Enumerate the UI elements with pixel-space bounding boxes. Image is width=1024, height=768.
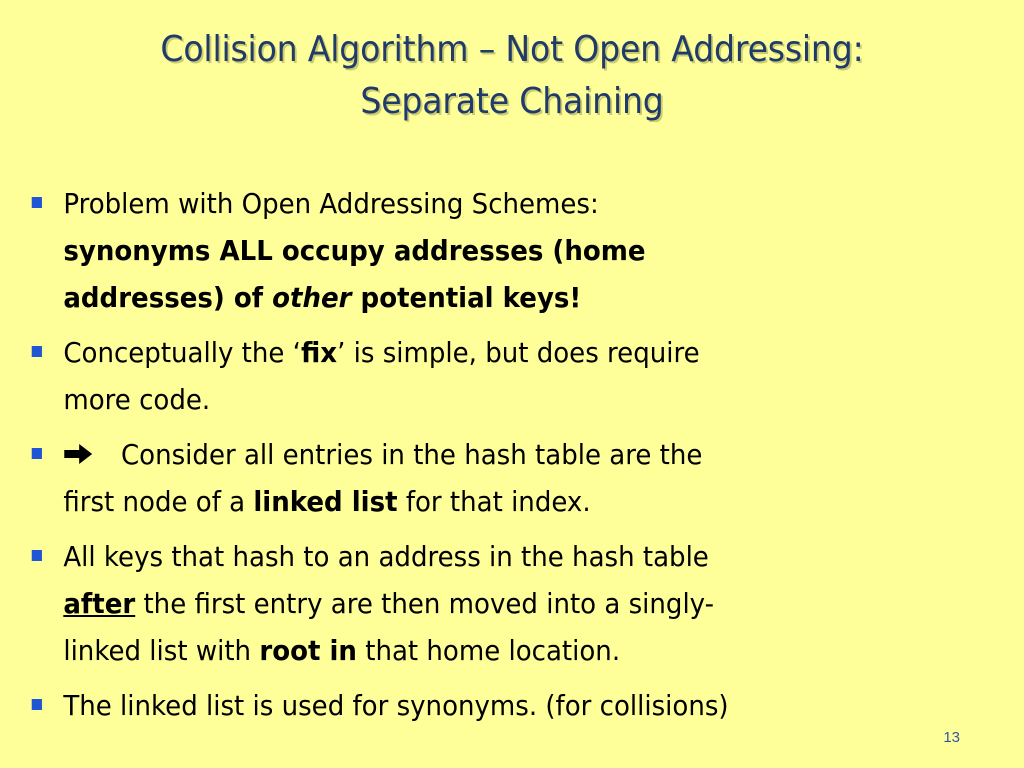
- bullet-text-consider: Consider all entries in the hash table are the: [121, 438, 703, 471]
- bullet-text-more-code: more code.: [63, 383, 211, 416]
- square-bullet-icon: [32, 448, 42, 459]
- bullet-text-home-addresses: addresses) of: [63, 281, 273, 314]
- bullet-text-simple: ’ is simple, but does require: [337, 336, 700, 369]
- right-arrow-icon: [63, 442, 93, 466]
- title-line-1: Collision Algorithm – Not Open Addressing:: [160, 29, 864, 70]
- bullet-text-home-location: that home location.: [356, 634, 621, 667]
- bullet-text-problem: Problem with Open Addressing Schemes:: [63, 187, 599, 220]
- title-line-2: Separate Chaining: [360, 81, 664, 122]
- bullet-text-root-in: root in: [259, 634, 357, 667]
- square-bullet-icon: [32, 550, 42, 561]
- bullet-text-first-node: first node of a: [63, 485, 254, 518]
- bullet-text-fix: fix: [300, 336, 338, 369]
- bullet-text-all-keys: All keys that hash to an address in the hash table: [63, 540, 709, 573]
- bullet-text-linked-list-synonyms: The linked list is used for synonyms. (for collisions): [63, 689, 729, 722]
- bullet-text-other: other: [272, 281, 352, 314]
- bullet-text-conceptually: Conceptually the ‘: [63, 336, 301, 369]
- slide-title: [59, 24, 964, 128]
- bullet-keys-moved: [28, 533, 1003, 674]
- square-bullet-icon: [32, 197, 42, 208]
- bullet-text-after: after: [63, 587, 136, 620]
- page-number: 13: [943, 729, 960, 746]
- bullet-text-synonyms: synonyms ALL occupy addresses (home: [63, 234, 646, 267]
- bullet-linked-list-entries: [28, 431, 1003, 525]
- bullet-open-addressing-problem: [28, 180, 1003, 321]
- bullet-text-index: for that index.: [397, 485, 591, 518]
- bullet-text-linked-list-with: linked list with: [63, 634, 260, 667]
- bullet-text-moved: the first entry are then moved into a singly-: [135, 587, 715, 620]
- bullet-list: [28, 180, 968, 737]
- bullet-synonyms: [28, 682, 1003, 729]
- bullet-text-linked-list: linked list: [253, 485, 398, 518]
- bullet-text-potential-keys: potential keys!: [351, 281, 582, 314]
- square-bullet-icon: [32, 699, 42, 710]
- bullet-conceptual-fix: [28, 329, 1003, 423]
- square-bullet-icon: [32, 346, 42, 357]
